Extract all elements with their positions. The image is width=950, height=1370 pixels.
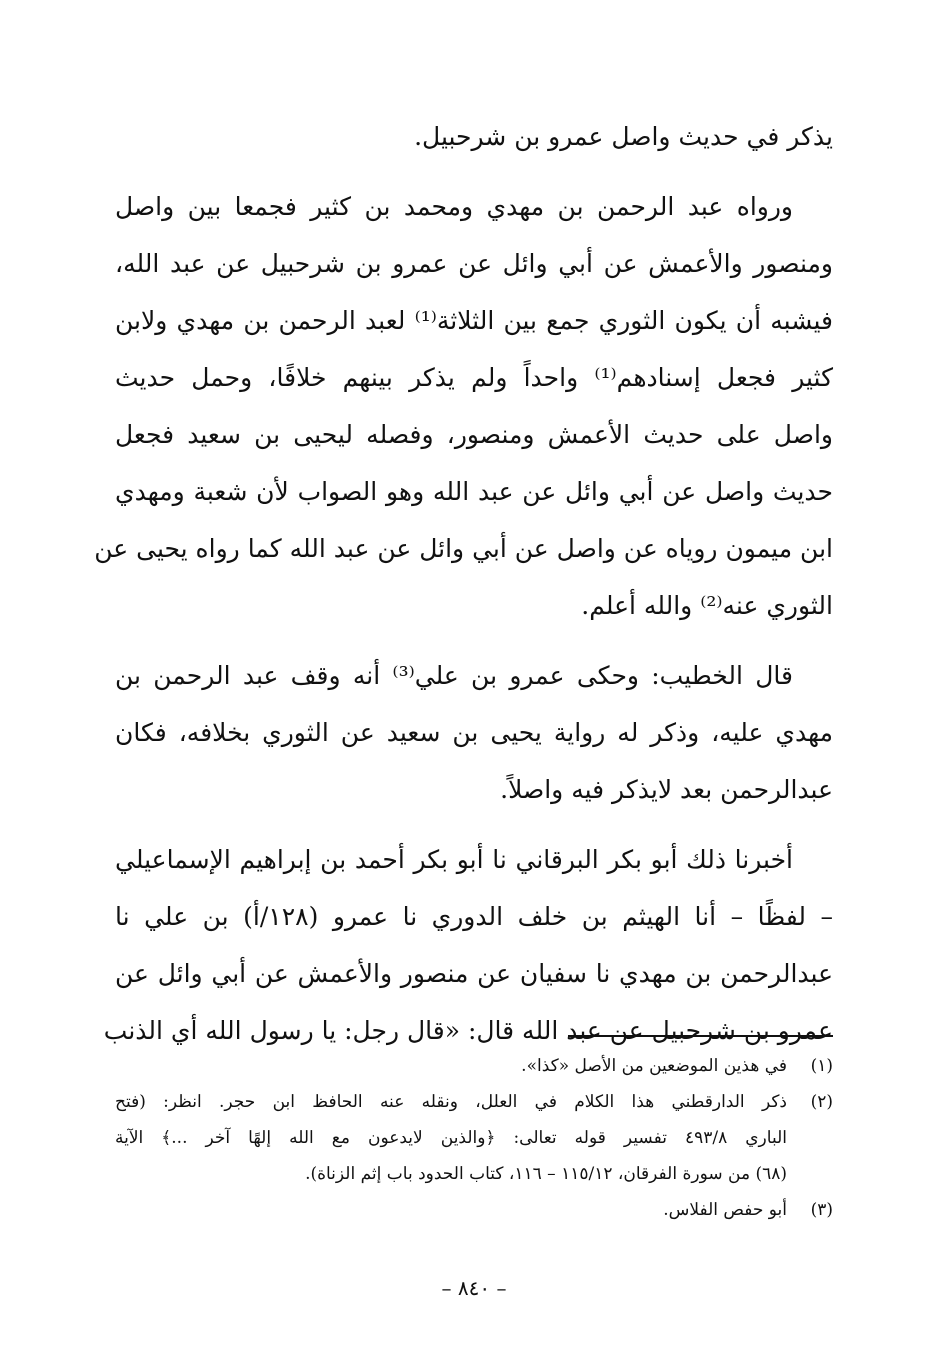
footnote-line: الباري ٤٩٣/٨ تفسير قوله تعالى: ﴿والذين لايدعون مع الله إلهًا آخر ...﴾ الآية	[115, 1128, 787, 1148]
text-line: عمرو بن شرحبيل عن عبد الله قال: «قال رجل: يا رسول الله أي الذنب	[103, 1016, 833, 1045]
text-line: ورواه عبد الرحمن بن مهدي ومحمد بن كثير فجمعا بين واصل	[115, 192, 793, 221]
footnote-line: (٦٨) من سورة الفرقان، ١١٥/١٢ – ١١٦، كتاب الحدود باب إثم الزناة).	[305, 1164, 787, 1184]
footnote-line: ذكر الدارقطني هذا الكلام في العلل، ونقله عنه الحافظ ابن حجر. انظر: (فتح	[115, 1092, 787, 1112]
text-line: ومنصور والأعمش عن أبي وائل عن عمرو بن شرحبيل عن عبد الله،	[115, 249, 833, 278]
footnote-line: في هذين الموضعين من الأصل «كذا».	[521, 1056, 787, 1076]
paragraph-4	[103, 831, 833, 1059]
text-line: عبدالرحمن بعد لايذكر فيه واصلاً.	[500, 775, 833, 804]
footnote-divider	[568, 1035, 833, 1037]
paragraph-1	[115, 108, 833, 165]
footnote-body	[115, 1084, 787, 1192]
footnote-number: (١)	[810, 1056, 833, 1076]
footnote-2	[115, 1084, 833, 1192]
footnote-number: (٢)	[810, 1092, 833, 1112]
text-line: الثوري عنه⁽²⁾ والله أعلم.	[581, 591, 833, 620]
text-line: يذكر في حديث واصل عمرو بن شرحبيل.	[414, 122, 833, 151]
text-line: واصل على حديث الأعمش ومنصور، وفصله ليحيى بن سعيد فجعل	[115, 420, 833, 449]
footnote-body	[115, 1192, 787, 1228]
text-line: مهدي عليه، وذكر له رواية يحيى بن سعيد عن الثوري بخلافه، فكان	[115, 718, 833, 747]
footnote-1	[115, 1048, 833, 1084]
text-line: كثير فجعل إسنادهم⁽¹⁾ واحداً ولم يذكر بينهم خلافًا، وحمل حديث	[115, 363, 833, 392]
text-line: فيشبه أن يكون الثوري جمع بين الثلاثة⁽¹⁾ لعبد الرحمن بن مهدي ولابن	[115, 306, 833, 335]
book-page	[94, 108, 833, 1328]
footnote-body	[115, 1048, 787, 1084]
footnote-line: أبو حفص الفلاس.	[663, 1200, 787, 1220]
footnote-number: (٣)	[810, 1200, 833, 1220]
text-line: – لفظًا – أنا الهيثم بن خلف الدوري نا عمرو (١٢٨/أ) بن علي نا	[115, 902, 833, 931]
footnote-3	[115, 1192, 833, 1228]
footnotes	[115, 1048, 833, 1228]
text-line: أخبرنا ذلك أبو بكر البرقاني نا أبو بكر أحمد بن إبراهيم الإسماعيلي	[115, 845, 793, 874]
paragraph-2	[94, 178, 833, 634]
text-line: عبدالرحمن بن مهدي نا سفيان عن منصور والأعمش عن أبي وائل عن	[115, 959, 833, 988]
text-line: حديث واصل عن أبي وائل عن عبد الله وهو الصواب لأن شعبة ومهدي	[115, 477, 833, 506]
page-number: – ٨٤٠ –	[441, 1276, 507, 1300]
text-line: ابن ميمون روياه عن واصل عن أبي وائل عن عبد الله كما رواه يحيى عن	[94, 534, 833, 563]
text-line: قال الخطيب: وحكى عمرو بن علي⁽³⁾ أنه وقف عبد الرحمن بن	[115, 661, 793, 690]
paragraph-3	[115, 647, 833, 818]
main-text	[94, 108, 833, 1059]
